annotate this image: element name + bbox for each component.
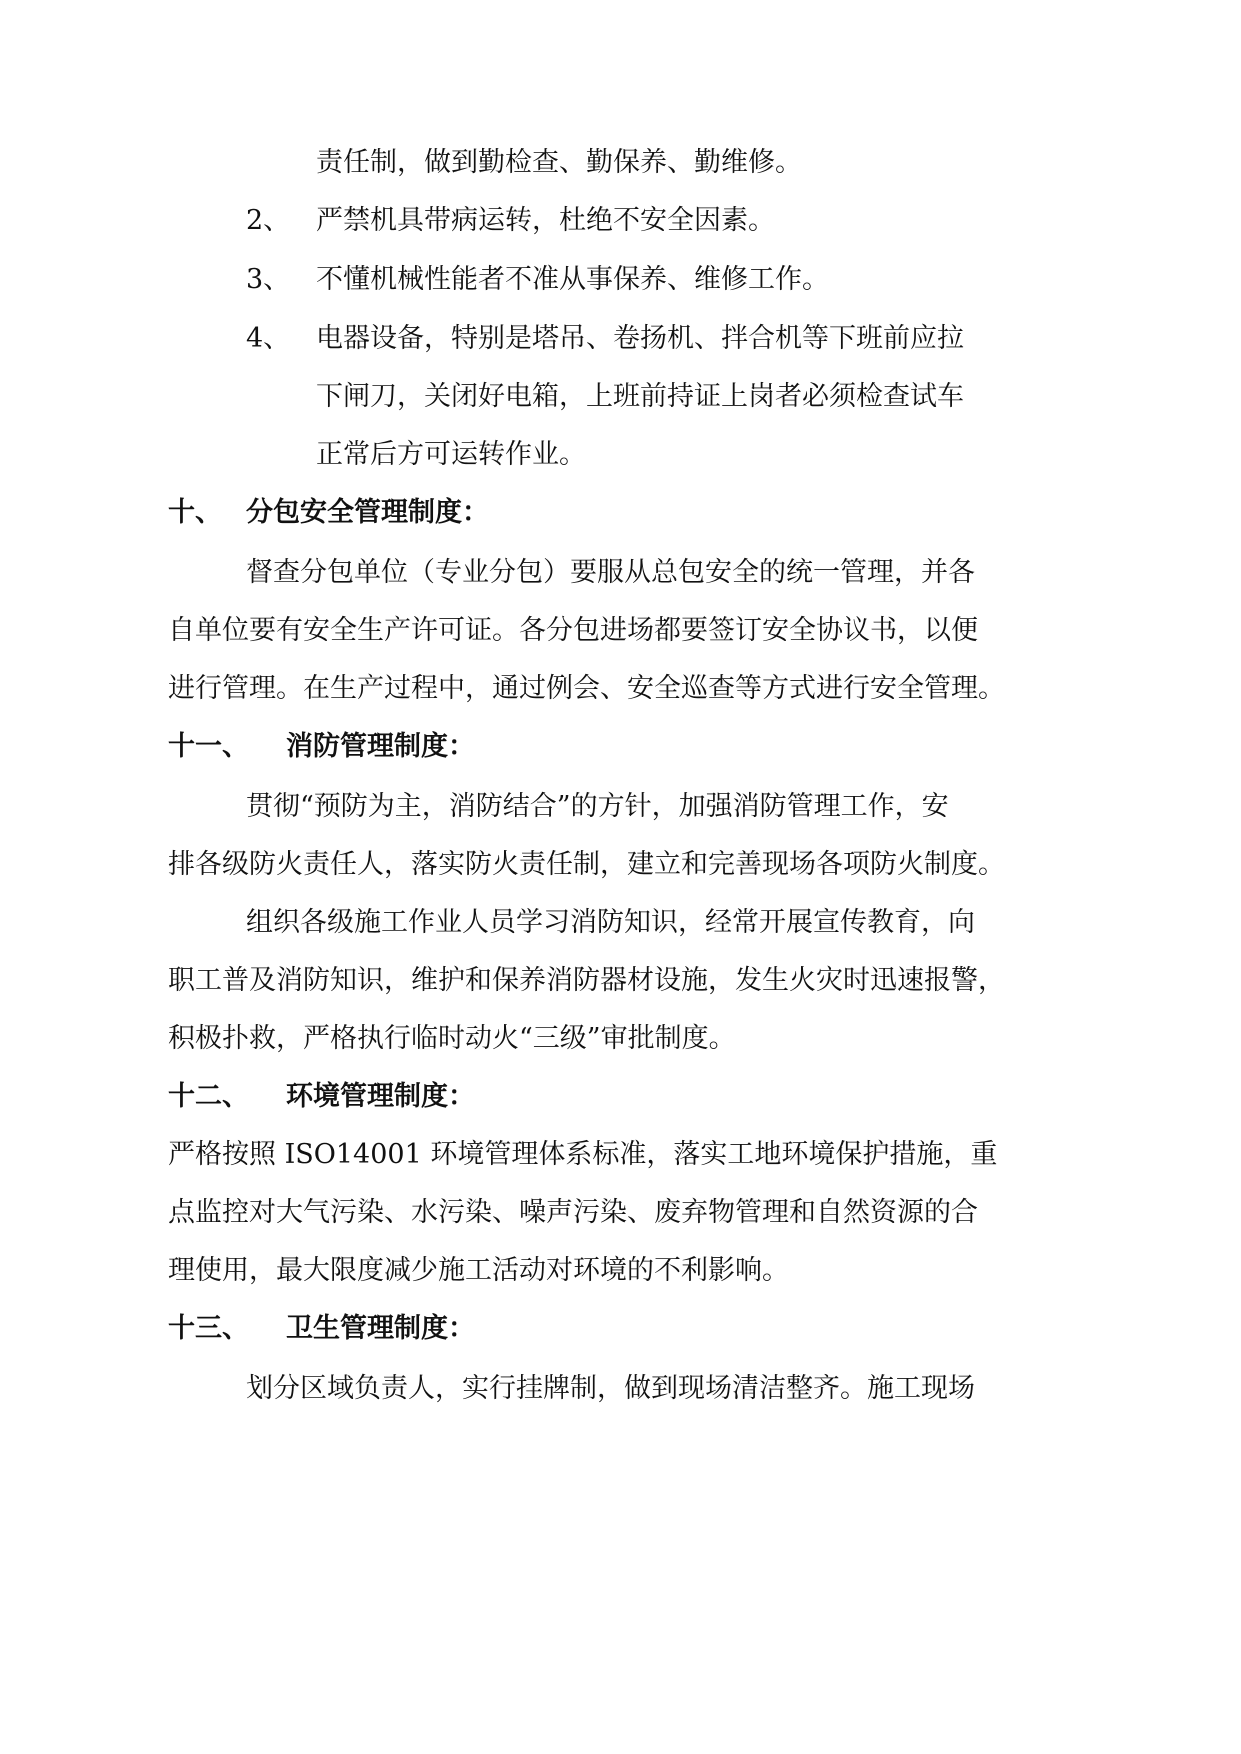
section-11-para-2-line-2: 职工普及消防知识，维护和保养消防器材设施，发生火灾时迅速报警， (168, 965, 1005, 996)
section-11-para-2-line-1: 组织各级施工作业人员学习消防知识，经常开展宣传教育，向 (246, 907, 975, 938)
list-item-3-number: 3、 (246, 264, 291, 295)
section-10-title: 分包安全管理制度： (246, 497, 489, 528)
section-11-para-1-line-1: 贯彻“预防为主，消防结合”的方针，加强消防管理工作，安 (246, 791, 949, 822)
list-item-4-line-1: 电器设备，特别是塔吊、卷扬机、拌合机等下班前应拉 (316, 323, 964, 354)
section-13-para-line-1: 划分区域负责人，实行挂牌制，做到现场清洁整齐。施工现场 (246, 1373, 975, 1404)
section-10-para-line-2: 自单位要有安全生产许可证。各分包进场都要签订安全协议书，以便 (168, 615, 978, 646)
section-12-number: 十二、 (168, 1081, 249, 1112)
list-item-3-text: 不懂机械性能者不准从事保养、维修工作。 (316, 264, 829, 295)
section-11-para-2-line-3: 积极扑救，严格执行临时动火“三级”审批制度。 (168, 1023, 736, 1054)
list-item-1-continuation: 责任制，做到勤检查、勤保养、勤维修。 (316, 147, 802, 178)
section-12-para-line-1: 严格按照 ISO14001 环境管理体系标准，落实工地环境保护措施，重 (168, 1139, 998, 1170)
list-item-4-line-2: 下闸刀，关闭好电箱，上班前持证上岗者必须检查试车 (316, 381, 964, 412)
section-12-para-line-2: 点监控对大气污染、水污染、噪声污染、废弃物管理和自然资源的合 (168, 1197, 978, 1228)
list-item-2-number: 2、 (246, 205, 291, 236)
section-11-number: 十一、 (168, 731, 249, 762)
section-11-title: 消防管理制度： (286, 731, 475, 762)
section-12-para-line-3: 理使用，最大限度减少施工活动对环境的不利影响。 (168, 1255, 789, 1286)
section-10-para-line-1: 督查分包单位（专业分包）要服从总包安全的统一管理，并各 (246, 557, 975, 588)
section-11-para-1-line-2: 排各级防火责任人，落实防火责任制，建立和完善现场各项防火制度。 (168, 849, 1005, 880)
section-12-title: 环境管理制度： (286, 1081, 475, 1112)
section-10-para-line-3: 进行管理。在生产过程中，通过例会、安全巡查等方式进行安全管理。 (168, 673, 1005, 704)
list-item-4-number: 4、 (246, 323, 291, 354)
list-item-4-line-3: 正常后方可运转作业。 (316, 439, 586, 470)
list-item-2-text: 严禁机具带病运转，杜绝不安全因素。 (316, 205, 775, 236)
section-13-number: 十三、 (168, 1313, 249, 1344)
section-13-title: 卫生管理制度： (286, 1313, 475, 1344)
section-10-number: 十、 (168, 497, 222, 528)
